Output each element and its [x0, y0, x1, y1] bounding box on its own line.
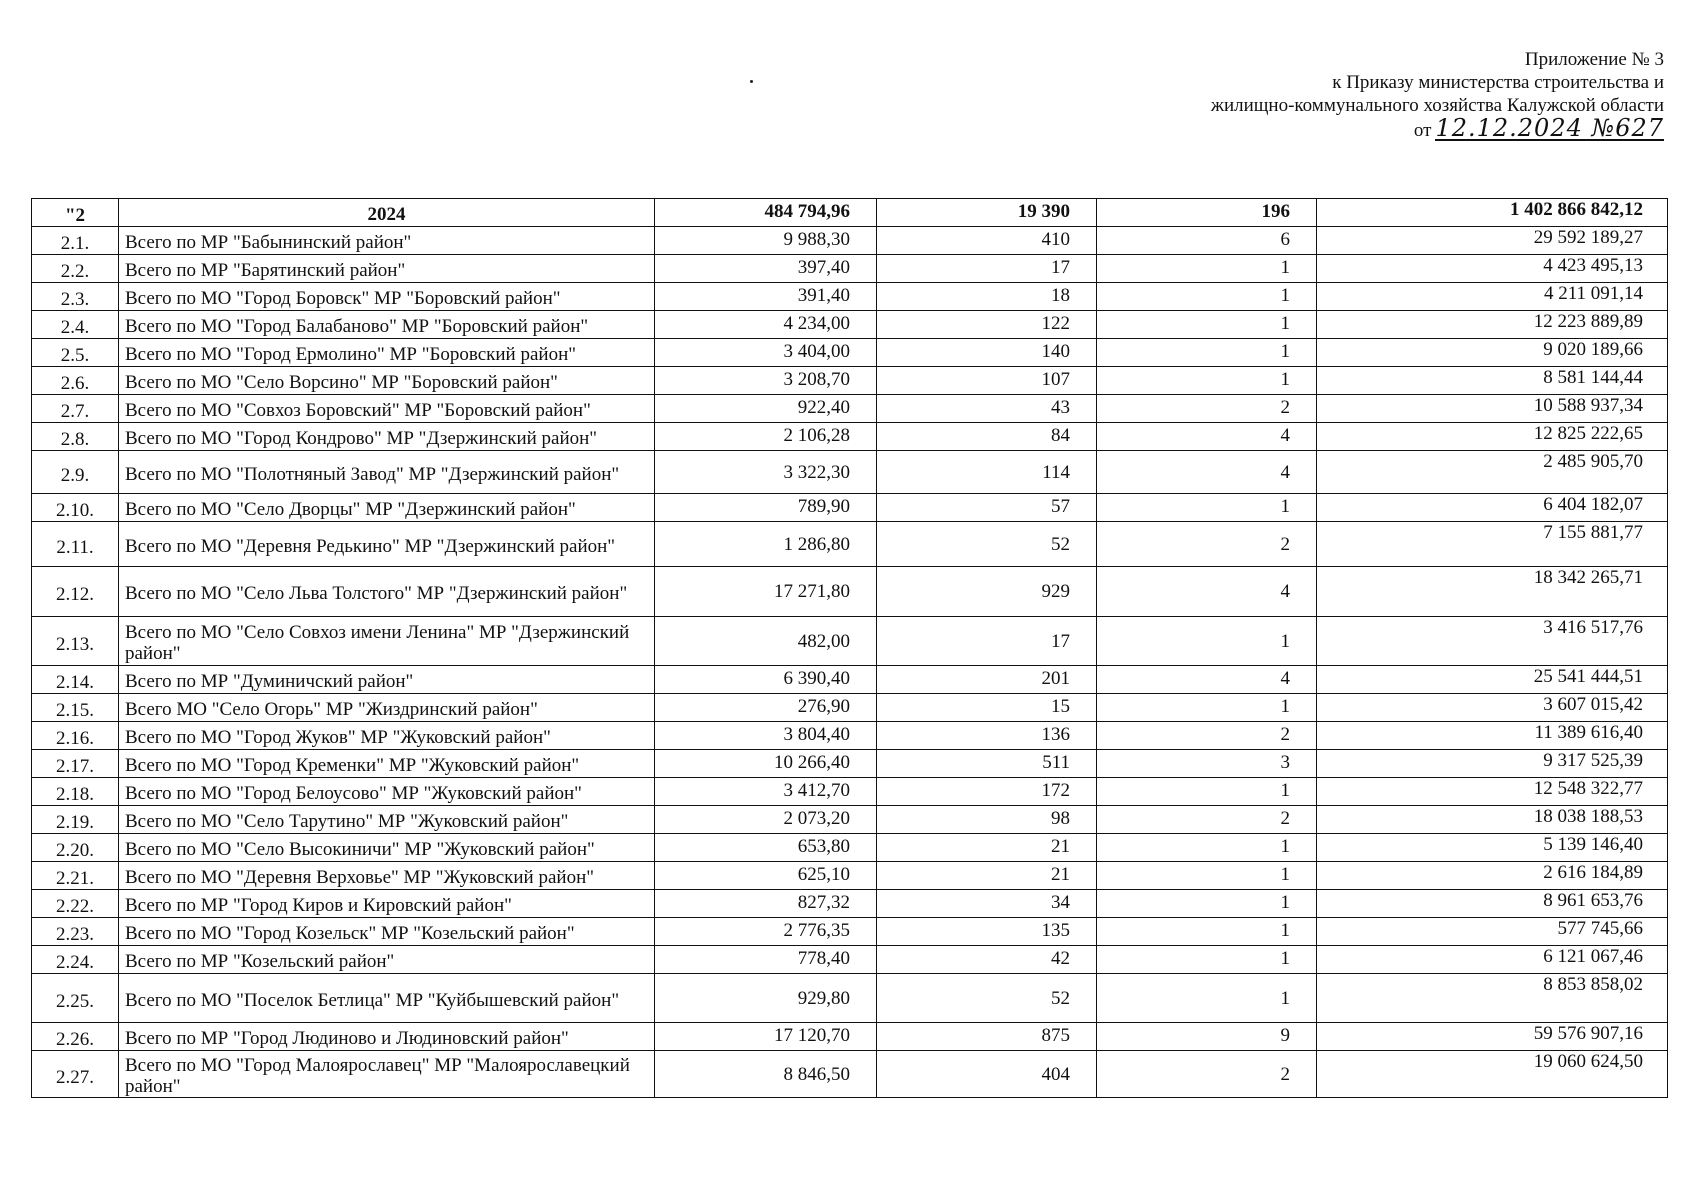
- cell-amount: 8 581 144,44: [1317, 367, 1668, 395]
- cell-people: 42: [877, 946, 1097, 974]
- cell-num: 2.20.: [32, 834, 119, 862]
- cell-num: "2: [32, 199, 119, 227]
- cell-houses: 1: [1097, 367, 1317, 395]
- cell-amount: 4 211 091,14: [1317, 283, 1668, 311]
- table-row: [32, 918, 1668, 946]
- cell-houses: 2: [1097, 1051, 1317, 1098]
- cell-people: 52: [877, 522, 1097, 567]
- cell-houses: 1: [1097, 339, 1317, 367]
- cell-area: 3 404,00: [655, 339, 877, 367]
- cell-area: 10 266,40: [655, 750, 877, 778]
- cell-name: Всего по МО "Деревня Верховье" МР "Жуковский район": [119, 862, 655, 890]
- table-row: [32, 890, 1668, 918]
- cell-num: 2.11.: [32, 522, 119, 567]
- cell-houses: 4: [1097, 423, 1317, 451]
- table-row: [32, 395, 1668, 423]
- cell-num: 2.22.: [32, 890, 119, 918]
- table-row: [32, 666, 1668, 694]
- cell-houses: 1: [1097, 283, 1317, 311]
- table-row: [32, 834, 1668, 862]
- cell-amount: 9 317 525,39: [1317, 750, 1668, 778]
- cell-name: Всего по МО "Город Боровск" МР "Боровский район": [119, 283, 655, 311]
- cell-people: 21: [877, 862, 1097, 890]
- order-date-prefix: от: [1413, 120, 1432, 141]
- cell-amount: 11 389 616,40: [1317, 722, 1668, 750]
- cell-name: Всего по МО "Село Льва Толстого" МР "Дзержинский район": [119, 567, 655, 617]
- cell-name: Всего МО "Село Огорь" МР "Жиздринский район": [119, 694, 655, 722]
- cell-name: 2024: [119, 199, 655, 227]
- cell-name: Всего по МО "Село Высокиничи" МР "Жуковский район": [119, 834, 655, 862]
- cell-num: 2.3.: [32, 283, 119, 311]
- cell-amount: 2 616 184,89: [1317, 862, 1668, 890]
- cell-people: 84: [877, 423, 1097, 451]
- cell-houses: 1: [1097, 834, 1317, 862]
- cell-amount: 59 576 907,16: [1317, 1023, 1668, 1051]
- cell-amount: 18 342 265,71: [1317, 567, 1668, 617]
- cell-name: Всего по МО "Город Козельск" МР "Козельский район": [119, 918, 655, 946]
- cell-amount: 25 541 444,51: [1317, 666, 1668, 694]
- cell-houses: 1: [1097, 946, 1317, 974]
- table-row: [32, 1023, 1668, 1051]
- table-row: [32, 722, 1668, 750]
- speck: [750, 80, 753, 83]
- table-row: [32, 283, 1668, 311]
- order-reference: к Приказу министерства строительства и: [1332, 72, 1664, 93]
- table-row: [32, 367, 1668, 395]
- cell-houses: 1: [1097, 974, 1317, 1023]
- cell-area: 484 794,96: [655, 199, 877, 227]
- cell-name: Всего по МР "Думиничский район": [119, 666, 655, 694]
- cell-num: 2.23.: [32, 918, 119, 946]
- appendix-title: Приложение № 3: [1524, 49, 1664, 70]
- cell-num: 2.2.: [32, 255, 119, 283]
- cell-people: 52: [877, 974, 1097, 1023]
- cell-houses: 4: [1097, 666, 1317, 694]
- cell-amount: 10 588 937,34: [1317, 395, 1668, 423]
- cell-amount: 6 404 182,07: [1317, 494, 1668, 522]
- cell-houses: 1: [1097, 918, 1317, 946]
- cell-amount: 2 485 905,70: [1317, 451, 1668, 494]
- cell-houses: 6: [1097, 227, 1317, 255]
- cell-houses: 1: [1097, 617, 1317, 666]
- cell-area: 8 846,50: [655, 1051, 877, 1098]
- cell-num: 2.13.: [32, 617, 119, 666]
- table-row-total: [32, 199, 1668, 227]
- cell-area: 6 390,40: [655, 666, 877, 694]
- cell-houses: 9: [1097, 1023, 1317, 1051]
- cell-people: 404: [877, 1051, 1097, 1098]
- cell-people: 57: [877, 494, 1097, 522]
- table-row: [32, 227, 1668, 255]
- cell-amount: 4 423 495,13: [1317, 255, 1668, 283]
- cell-houses: 1: [1097, 494, 1317, 522]
- cell-houses: 2: [1097, 722, 1317, 750]
- cell-amount: 3 416 517,76: [1317, 617, 1668, 666]
- cell-area: 4 234,00: [655, 311, 877, 339]
- cell-area: 17 271,80: [655, 567, 877, 617]
- cell-num: 2.24.: [32, 946, 119, 974]
- cell-num: 2.4.: [32, 311, 119, 339]
- cell-name: Всего по МР "Бабынинский район": [119, 227, 655, 255]
- cell-people: 19 390: [877, 199, 1097, 227]
- cell-num: 2.17.: [32, 750, 119, 778]
- handwritten-date-number: 12.12.2024 №627: [1435, 114, 1664, 142]
- cell-area: 929,80: [655, 974, 877, 1023]
- cell-amount: 12 825 222,65: [1317, 423, 1668, 451]
- cell-area: 2 776,35: [655, 918, 877, 946]
- cell-name: Всего по МО "Поселок Бетлица" МР "Куйбышевский район": [119, 974, 655, 1023]
- cell-area: 9 988,30: [655, 227, 877, 255]
- cell-people: 34: [877, 890, 1097, 918]
- cell-houses: 1: [1097, 862, 1317, 890]
- cell-area: 625,10: [655, 862, 877, 890]
- cell-amount: 3 607 015,42: [1317, 694, 1668, 722]
- cell-num: 2.6.: [32, 367, 119, 395]
- cell-people: 135: [877, 918, 1097, 946]
- cell-people: 511: [877, 750, 1097, 778]
- cell-people: 410: [877, 227, 1097, 255]
- table-row: [32, 750, 1668, 778]
- table-row: [32, 451, 1668, 494]
- cell-name: Всего по МО "Село Тарутино" МР "Жуковский район": [119, 806, 655, 834]
- cell-people: 122: [877, 311, 1097, 339]
- cell-name: Всего по МО "Город Белоусово" МР "Жуковский район": [119, 778, 655, 806]
- cell-amount: 577 745,66: [1317, 918, 1668, 946]
- cell-houses: 1: [1097, 255, 1317, 283]
- cell-amount: 7 155 881,77: [1317, 522, 1668, 567]
- table-row: [32, 1051, 1668, 1098]
- cell-name: Всего по МО "Город Кондрово" МР "Дзержинский район": [119, 423, 655, 451]
- cell-amount: 8 853 858,02: [1317, 974, 1668, 1023]
- cell-name: Всего по МО "Село Совхоз имени Ленина" МР "Дзержинский район": [119, 617, 655, 666]
- cell-area: 778,40: [655, 946, 877, 974]
- cell-num: 2.16.: [32, 722, 119, 750]
- cell-name: Всего по МО "Город Малоярославец" МР "Малоярославецкий район": [119, 1051, 655, 1098]
- table-row: [32, 694, 1668, 722]
- cell-people: 17: [877, 255, 1097, 283]
- cell-area: 2 106,28: [655, 423, 877, 451]
- cell-people: 875: [877, 1023, 1097, 1051]
- cell-area: 397,40: [655, 255, 877, 283]
- cell-people: 172: [877, 778, 1097, 806]
- cell-num: 2.7.: [32, 395, 119, 423]
- table-row: [32, 617, 1668, 666]
- cell-area: 3 208,70: [655, 367, 877, 395]
- cell-area: 2 073,20: [655, 806, 877, 834]
- cell-people: 18: [877, 283, 1097, 311]
- cell-area: 3 322,30: [655, 451, 877, 494]
- cell-name: Всего по МО "Деревня Редькино" МР "Дзержинский район": [119, 522, 655, 567]
- cell-amount: 6 121 067,46: [1317, 946, 1668, 974]
- cell-name: Всего по МО "Город Балабаново" МР "Боровский район": [119, 311, 655, 339]
- cell-num: 2.25.: [32, 974, 119, 1023]
- cell-people: 107: [877, 367, 1097, 395]
- cell-area: 3 804,40: [655, 722, 877, 750]
- cell-area: 3 412,70: [655, 778, 877, 806]
- cell-people: 140: [877, 339, 1097, 367]
- cell-people: 136: [877, 722, 1097, 750]
- cell-amount: 19 060 624,50: [1317, 1051, 1668, 1098]
- cell-name: Всего по МО "Полотняный Завод" МР "Дзержинский район": [119, 451, 655, 494]
- cell-name: Всего по МР "Город Киров и Кировский район": [119, 890, 655, 918]
- cell-houses: 2: [1097, 806, 1317, 834]
- cell-name: Всего по МР "Барятинский район": [119, 255, 655, 283]
- cell-num: 2.18.: [32, 778, 119, 806]
- cell-amount: 12 548 322,77: [1317, 778, 1668, 806]
- cell-name: Всего по МО "Село Дворцы" МР "Дзержинский район": [119, 494, 655, 522]
- cell-amount: 5 139 146,40: [1317, 834, 1668, 862]
- cell-houses: 196: [1097, 199, 1317, 227]
- cell-houses: 1: [1097, 694, 1317, 722]
- cell-people: 43: [877, 395, 1097, 423]
- table-row: [32, 423, 1668, 451]
- cell-amount: 29 592 189,27: [1317, 227, 1668, 255]
- table-row: [32, 494, 1668, 522]
- cell-name: Всего по МР "Козельский район": [119, 946, 655, 974]
- cell-area: 827,32: [655, 890, 877, 918]
- table-row: [32, 806, 1668, 834]
- cell-amount: 9 020 189,66: [1317, 339, 1668, 367]
- cell-houses: 1: [1097, 890, 1317, 918]
- table-row: [32, 974, 1668, 1023]
- cell-people: 201: [877, 666, 1097, 694]
- table-body: [32, 199, 1668, 1098]
- cell-name: Всего по МО "Город Кременки" МР "Жуковский район": [119, 750, 655, 778]
- table-row: [32, 778, 1668, 806]
- cell-people: 21: [877, 834, 1097, 862]
- cell-num: 2.21.: [32, 862, 119, 890]
- cell-area: 17 120,70: [655, 1023, 877, 1051]
- cell-name: Всего по МР "Город Людиново и Людиновский район": [119, 1023, 655, 1051]
- cell-num: 2.27.: [32, 1051, 119, 1098]
- cell-people: 114: [877, 451, 1097, 494]
- cell-num: 2.1.: [32, 227, 119, 255]
- cell-num: 2.19.: [32, 806, 119, 834]
- ministry-name: жилищно-коммунального хозяйства Калужской области: [1210, 95, 1664, 116]
- cell-amount: 12 223 889,89: [1317, 311, 1668, 339]
- cell-num: 2.15.: [32, 694, 119, 722]
- cell-area: 653,80: [655, 834, 877, 862]
- cell-area: 789,90: [655, 494, 877, 522]
- cell-people: 98: [877, 806, 1097, 834]
- cell-num: 2.10.: [32, 494, 119, 522]
- cell-houses: 4: [1097, 567, 1317, 617]
- cell-area: 1 286,80: [655, 522, 877, 567]
- cell-name: Всего по МО "Совхоз Боровский" МР "Боровский район": [119, 395, 655, 423]
- cell-houses: 3: [1097, 750, 1317, 778]
- cell-num: 2.5.: [32, 339, 119, 367]
- cell-people: 929: [877, 567, 1097, 617]
- cell-amount: 8 961 653,76: [1317, 890, 1668, 918]
- table-row: [32, 311, 1668, 339]
- cell-people: 17: [877, 617, 1097, 666]
- cell-amount: 1 402 866 842,12: [1317, 199, 1668, 227]
- cell-area: 391,40: [655, 283, 877, 311]
- table-row: [32, 946, 1668, 974]
- table-row: [32, 255, 1668, 283]
- order-date-line: [1211, 114, 1664, 142]
- cell-num: 2.12.: [32, 567, 119, 617]
- cell-name: Всего по МО "Город Ермолино" МР "Боровский район": [119, 339, 655, 367]
- cell-houses: 1: [1097, 778, 1317, 806]
- table-row: [32, 862, 1668, 890]
- cell-num: 2.14.: [32, 666, 119, 694]
- table-row: [32, 567, 1668, 617]
- cell-num: 2.26.: [32, 1023, 119, 1051]
- cell-name: Всего по МО "Село Ворсино" МР "Боровский район": [119, 367, 655, 395]
- cell-area: 482,00: [655, 617, 877, 666]
- cell-people: 15: [877, 694, 1097, 722]
- cell-houses: 4: [1097, 451, 1317, 494]
- table-row: [32, 522, 1668, 567]
- cell-name: Всего по МО "Город Жуков" МР "Жуковский район": [119, 722, 655, 750]
- cell-num: 2.9.: [32, 451, 119, 494]
- cell-area: 276,90: [655, 694, 877, 722]
- table-row: [32, 339, 1668, 367]
- cell-houses: 2: [1097, 395, 1317, 423]
- cell-houses: 1: [1097, 311, 1317, 339]
- appendix-header: [1211, 48, 1664, 142]
- cell-amount: 18 038 188,53: [1317, 806, 1668, 834]
- cell-houses: 2: [1097, 522, 1317, 567]
- cell-area: 922,40: [655, 395, 877, 423]
- cell-num: 2.8.: [32, 423, 119, 451]
- data-table: [31, 198, 1668, 1098]
